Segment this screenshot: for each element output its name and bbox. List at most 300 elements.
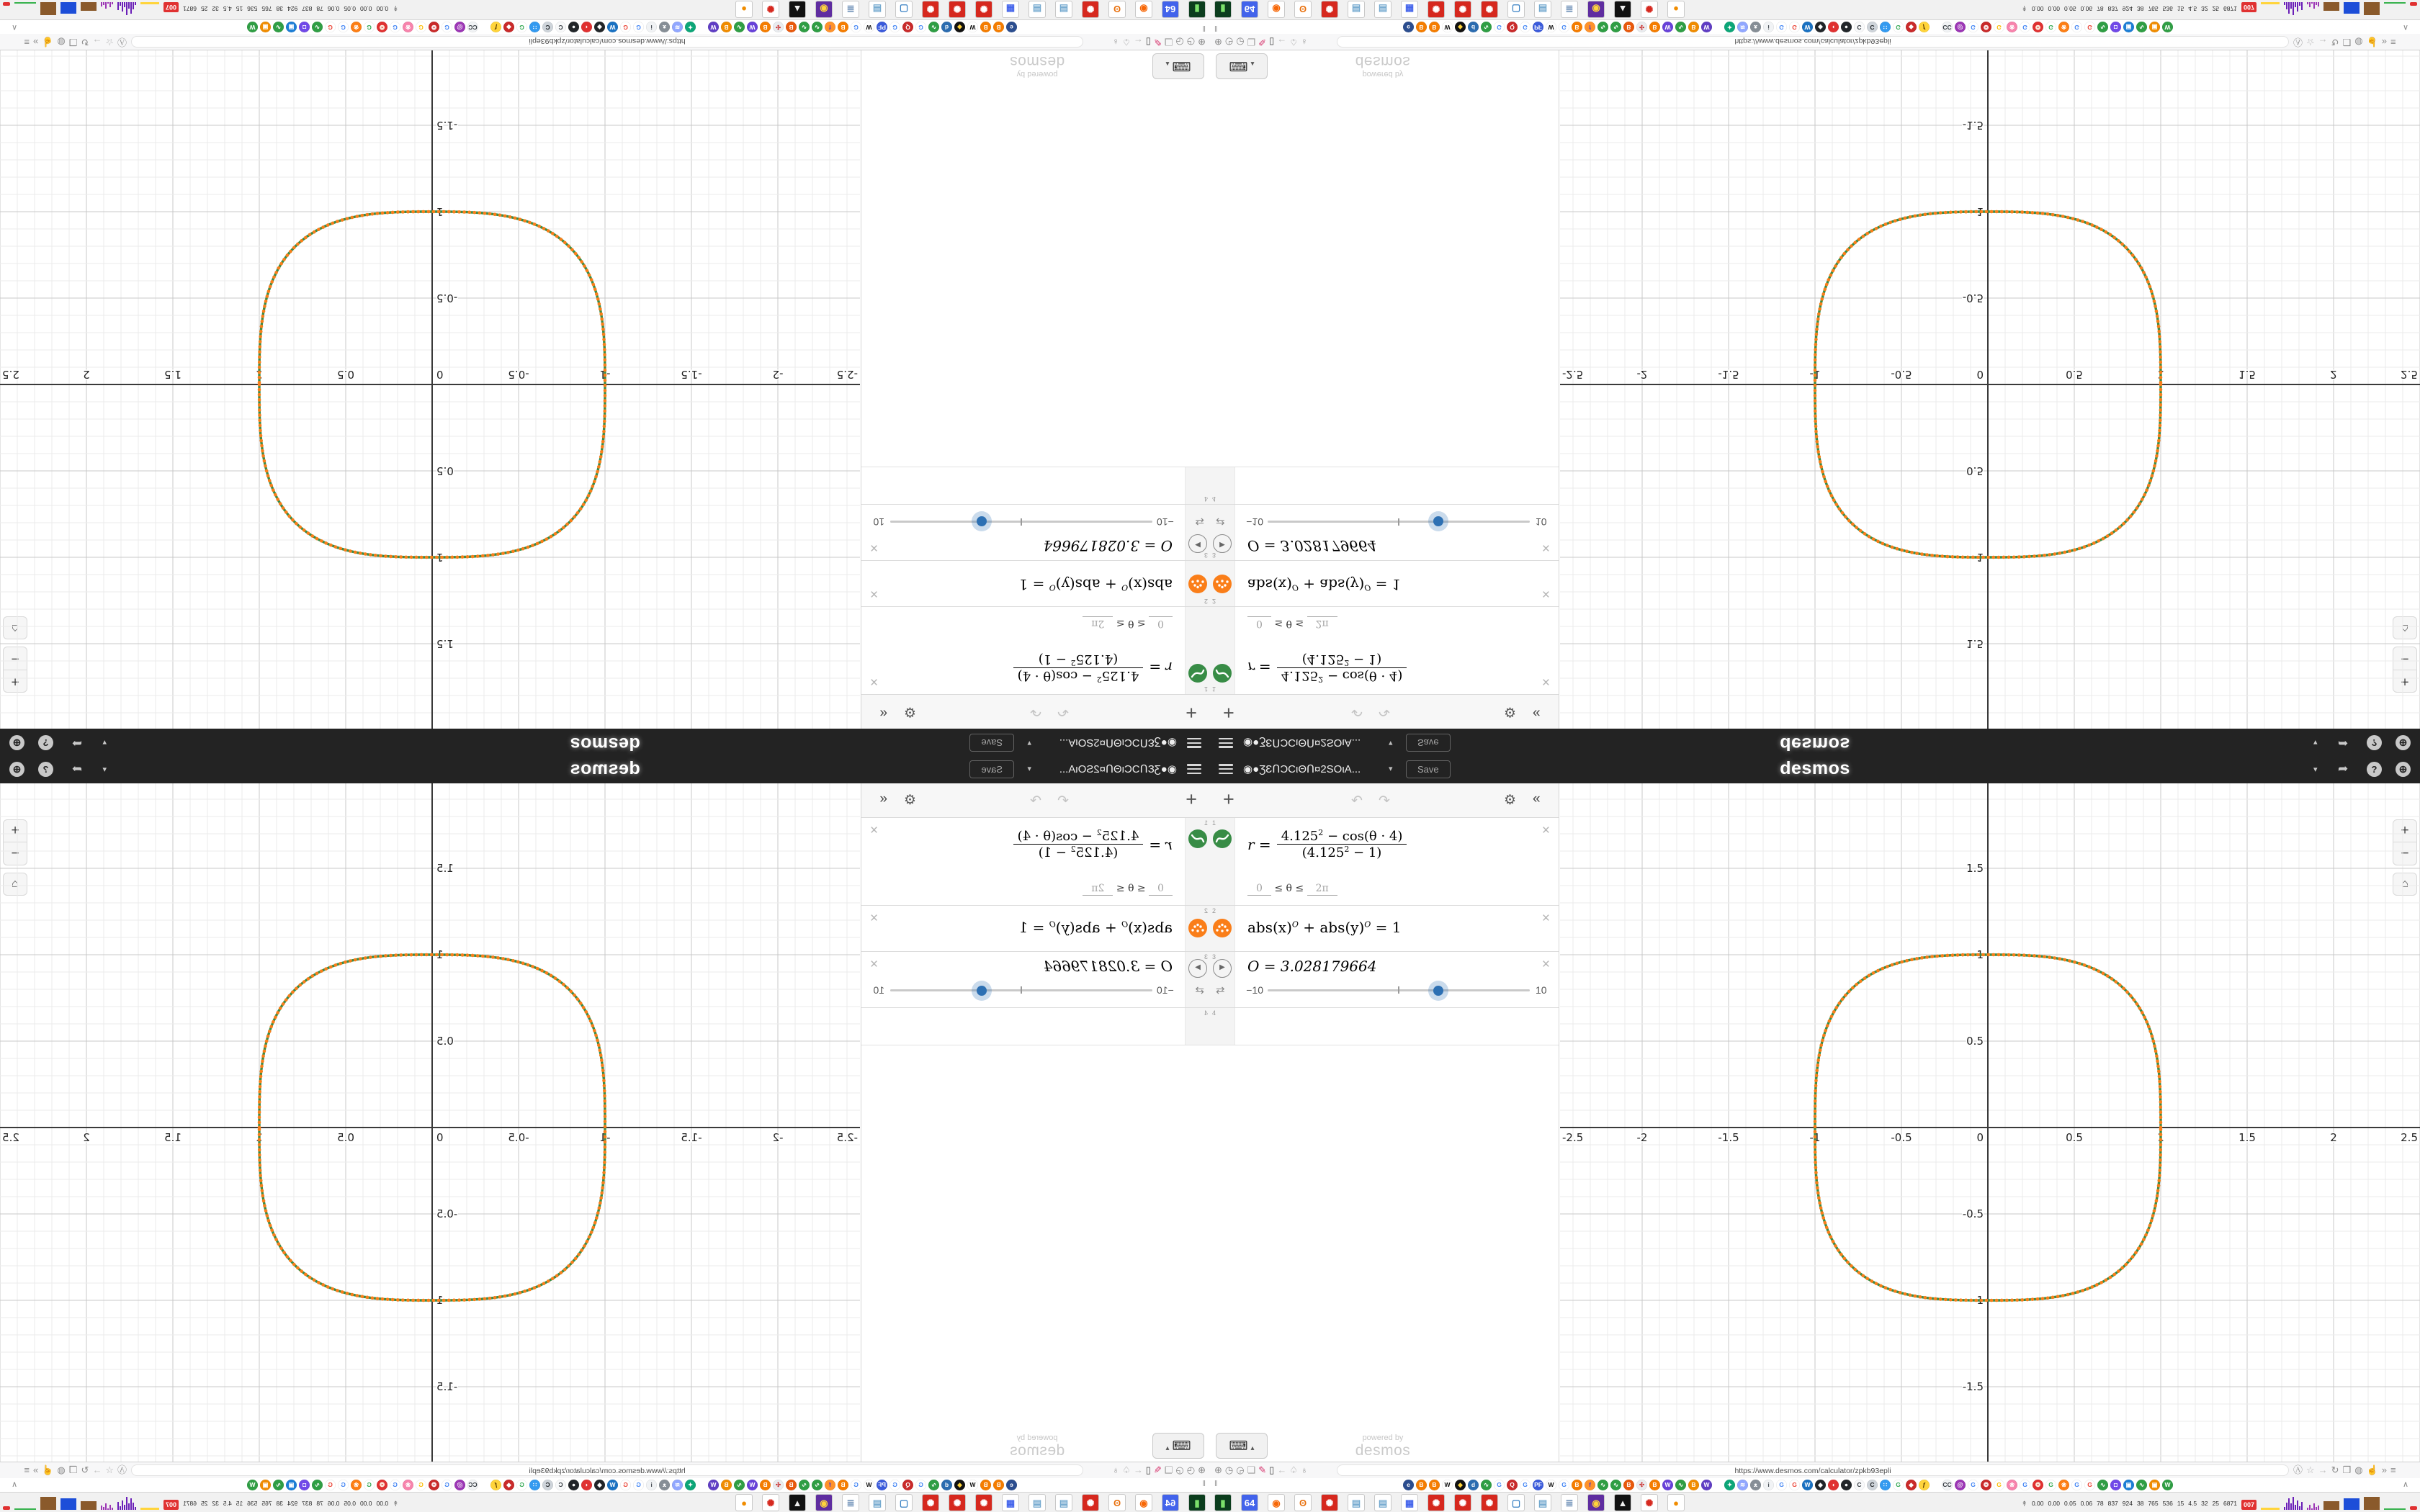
bookmark-favicon[interactable]: G	[325, 1480, 336, 1490]
bookmark-favicon[interactable]: ∿	[799, 1480, 810, 1490]
bookmark-favicon[interactable]: @	[454, 22, 465, 32]
bookmark-favicon[interactable]: ◆	[594, 1480, 605, 1490]
reload-icon[interactable]: ↻	[81, 37, 89, 48]
default-zoom-button[interactable]: ⌂	[2393, 873, 2417, 896]
bookmark-favicon[interactable]: B	[1416, 22, 1427, 32]
bookmark-favicon[interactable]: C	[1854, 22, 1865, 32]
collapse-panel-button[interactable]: «	[1528, 791, 1545, 808]
polar-curve-style-icon[interactable]	[1213, 664, 1232, 683]
bookmarks-overflow-icon[interactable]: ∧	[2402, 1480, 2408, 1489]
bookmark-favicon[interactable]: B	[721, 1480, 732, 1490]
bookmark-favicon[interactable]: ∿	[799, 22, 810, 32]
bookmark-favicon[interactable]: ✦	[685, 22, 696, 32]
bookmark-favicon[interactable]: G	[516, 1480, 527, 1490]
account-caret-icon[interactable]: ▾	[102, 765, 107, 774]
bookmark-favicon[interactable]: ❀	[351, 1480, 362, 1490]
bookmark-favicon[interactable]: ◆	[954, 1480, 965, 1490]
bookmark-favicon[interactable]: G	[1520, 22, 1531, 32]
bookmark-favicon[interactable]: e	[1006, 22, 1017, 32]
bookmarks-overflow-icon[interactable]: ∧	[12, 23, 18, 32]
add-expression-button[interactable]: +	[1181, 701, 1201, 724]
translate-icon[interactable]: Ⓐ	[2293, 1464, 2303, 1475]
monitor-collapse-icon[interactable]: ↟	[393, 4, 399, 12]
graph-title[interactable]: ◉●ƷƐՈƆCιΘՈ¤2SOιA...	[1243, 763, 1361, 775]
expression-row-1[interactable]	[1210, 818, 1559, 906]
delete-expression-icon[interactable]: ×	[870, 957, 879, 972]
reload-icon[interactable]: ↻	[2331, 1464, 2339, 1475]
bookmark-favicon[interactable]: ∿	[928, 1480, 939, 1490]
bookmark-favicon[interactable]: W	[864, 22, 874, 32]
bookmark-favicon[interactable]: ᴥ	[659, 22, 670, 32]
domain-upper[interactable]: 2π	[1307, 883, 1337, 896]
slider-variable-value[interactable]: O = 3.028179664	[1043, 958, 1173, 975]
taskbar-app-icon[interactable]: ▢	[1507, 1, 1525, 18]
bookmarks-drag-handle[interactable]: ‖	[1214, 24, 1218, 32]
bookmark-favicon[interactable]: ❂	[429, 22, 439, 32]
overflow-icon[interactable]: »	[2381, 37, 2387, 48]
bookmark-favicon[interactable]: ●	[568, 22, 579, 32]
bookmark-favicon[interactable]: ∿	[2097, 1480, 2108, 1490]
bookmark-favicon[interactable]: B	[1623, 1480, 1634, 1490]
bookmark-favicon[interactable]: B	[1688, 22, 1699, 32]
taskbar-app-icon[interactable]: 64	[1241, 1494, 1258, 1511]
taskbar-app-icon[interactable]: ✺	[1454, 1, 1471, 18]
help-icon[interactable]: ?	[38, 735, 53, 750]
graph-paper[interactable]	[0, 783, 860, 1462]
bookmark-favicon[interactable]: @	[1955, 1480, 1966, 1490]
monitor-collapse-icon[interactable]: ↟	[2021, 4, 2027, 12]
taskbar-app-icon[interactable]: ✺	[1641, 1494, 1658, 1511]
taskbar-app-icon[interactable]: ▦	[1002, 1, 1019, 18]
main-menu-icon[interactable]	[1187, 737, 1201, 748]
expression-latex[interactable]	[1247, 652, 1407, 684]
graph-title[interactable]: ◉●ƷƐՈƆCιΘՈ¤2SOιA...	[1059, 763, 1177, 775]
bookmark-favicon[interactable]: G	[620, 22, 631, 32]
bookmark-favicon[interactable]: G	[851, 22, 861, 32]
extension-icon[interactable]: ☝	[42, 1464, 54, 1475]
taskbar-app-icon[interactable]: ▮	[1214, 1, 1232, 18]
menu-icon[interactable]: ≡	[2390, 37, 2396, 48]
bookmark-favicon[interactable]: f	[825, 1480, 835, 1490]
bookmark-favicon[interactable]: B	[721, 22, 732, 32]
bookmark-favicon[interactable]: CC	[467, 22, 478, 32]
taskbar-app-icon[interactable]: ✺	[762, 1494, 779, 1511]
zoom-in-button[interactable]: +	[2393, 670, 2417, 693]
zoom-out-button[interactable]: −	[2393, 842, 2417, 865]
back-icon[interactable]: ←	[1277, 37, 1287, 48]
monitor-collapse-icon[interactable]: ↟	[2021, 1500, 2027, 1508]
expression-row-3[interactable]	[1210, 504, 1559, 560]
slider-handle[interactable]	[977, 516, 987, 526]
taskbar-app-icon[interactable]: ✺	[762, 1, 779, 18]
taskbar-app-icon[interactable]: ✺	[1481, 1494, 1498, 1511]
bookmark-favicon[interactable]: i	[1763, 22, 1774, 32]
taskbar-app-icon[interactable]: ʘ	[1108, 1494, 1126, 1511]
theta-domain[interactable]	[1247, 883, 1337, 894]
expression-row-3[interactable]	[861, 504, 1210, 560]
bookmark-favicon[interactable]: W	[247, 22, 258, 32]
bookmark-favicon[interactable]: G	[633, 1480, 644, 1490]
bookmark-favicon[interactable]: f	[1585, 22, 1595, 32]
forward-icon[interactable]: →	[92, 37, 102, 48]
bookmark-favicon[interactable]: ❀	[2007, 22, 2017, 32]
taskbar-app-icon[interactable]: ◉	[815, 1, 833, 18]
bookmark-favicon[interactable]: G	[390, 1480, 400, 1490]
undo-button[interactable]: ↶	[1347, 702, 1367, 720]
bookmark-favicon[interactable]: B	[1688, 1480, 1699, 1490]
bookmark-favicon[interactable]: G	[1494, 1480, 1505, 1490]
bookmark-favicon[interactable]: B	[760, 22, 771, 32]
bookmark-favicon[interactable]: ◆	[1815, 1480, 1826, 1490]
bookmark-favicon[interactable]: B	[1429, 22, 1440, 32]
taskbar-app-icon[interactable]: ▦	[1401, 1494, 1418, 1511]
bookmark-favicon[interactable]: G	[390, 22, 400, 32]
bookmark-favicon[interactable]: G	[1893, 22, 1904, 32]
expression-row-3[interactable]	[1210, 952, 1559, 1008]
bookmark-favicon[interactable]: ◆	[1815, 22, 1826, 32]
taskbar-app-icon[interactable]: ✺	[949, 1, 966, 18]
bookmark-favicon[interactable]: ❀	[403, 22, 413, 32]
bookmark-favicon[interactable]: G	[633, 22, 644, 32]
bookmark-favicon[interactable]: @	[1955, 22, 1966, 32]
redo-button[interactable]: ↷	[1026, 702, 1046, 720]
zoom-in-button[interactable]: +	[2393, 819, 2417, 842]
bookmark-favicon[interactable]: d	[1468, 1480, 1479, 1490]
lock-icon[interactable]: ♁	[1300, 1464, 1308, 1475]
delete-expression-icon[interactable]: ×	[1541, 911, 1550, 926]
bookmark-favicon[interactable]: ▣	[260, 22, 271, 32]
expression-row-2[interactable]	[1210, 560, 1559, 606]
domain-lower[interactable]: 0	[1149, 616, 1173, 629]
row-gutter[interactable]	[1210, 1008, 1235, 1045]
translate-icon[interactable]: Ⓐ	[117, 37, 127, 48]
taskbar-app-icon[interactable]: ✺	[1082, 1494, 1099, 1511]
bookmark-favicon[interactable]: C	[1867, 22, 1878, 32]
url-bar[interactable]: https://www.desmos.com/calculator/zpkb93epli	[131, 36, 1083, 48]
monitor-collapse-icon[interactable]: ↟	[393, 1500, 399, 1508]
delete-expression-icon[interactable]: ×	[1541, 586, 1550, 601]
bookmark-favicon[interactable]: B	[838, 22, 848, 32]
gauge-icon[interactable]: ◷	[1186, 37, 1196, 48]
bookmark-favicon[interactable]: ∿	[812, 22, 823, 32]
help-icon[interactable]: ?	[2367, 735, 2382, 750]
dotted-curve-style-icon[interactable]	[1188, 575, 1207, 593]
taskbar-app-icon[interactable]: 64	[1241, 1, 1258, 18]
bookmark-favicon[interactable]: ∿	[734, 22, 745, 32]
bookmark-favicon[interactable]: ∿	[1610, 1480, 1621, 1490]
bookmark-favicon[interactable]: ◆	[1455, 22, 1466, 32]
shield-icon[interactable]: ♤	[1122, 37, 1131, 48]
bookmark-favicon[interactable]: ∿	[273, 22, 284, 32]
taskbar-app-icon[interactable]: ▮	[1214, 1494, 1232, 1511]
taskbar-app-icon[interactable]: ✺	[975, 1494, 992, 1511]
bookmark-favicon[interactable]: ∿	[1481, 1480, 1492, 1490]
title-caret-icon[interactable]: ▾	[1027, 739, 1031, 747]
slider-variable-value[interactable]: O = 3.028179664	[1043, 537, 1173, 554]
bookmark-favicon[interactable]: C	[555, 22, 566, 32]
bookmark-favicon[interactable]: B	[1572, 22, 1582, 32]
bookmark-favicon[interactable]: ᴥ	[1750, 22, 1761, 32]
folder-icon[interactable]: ❏	[1164, 1464, 1173, 1475]
bookmark-favicon[interactable]: ƒ	[490, 22, 501, 32]
star-icon[interactable]: ☆	[2306, 1464, 2315, 1475]
bookmark-favicon[interactable]: i	[646, 1480, 657, 1490]
bookmark-favicon[interactable]: G	[442, 1480, 452, 1490]
bookmark-favicon[interactable]: d	[941, 1480, 952, 1490]
taskbar-app-icon[interactable]: ▦	[1401, 1, 1418, 18]
taskbar-app-icon[interactable]: ✺	[1428, 1494, 1445, 1511]
star-icon[interactable]: ☆	[105, 1464, 114, 1475]
bookmark-favicon[interactable]: ≋	[672, 1480, 683, 1490]
save-button[interactable]: Save	[969, 760, 1014, 778]
add-expression-button[interactable]: +	[1219, 701, 1239, 724]
taskbar-app-icon[interactable]: ✺	[922, 1494, 939, 1511]
expression-row-4-empty[interactable]	[1210, 1008, 1559, 1045]
bookmark-favicon[interactable]: ∿	[1597, 1480, 1608, 1490]
bookmark-favicon[interactable]: ▣	[2149, 22, 2160, 32]
translate-icon[interactable]: Ⓐ	[2293, 37, 2303, 48]
add-expression-button[interactable]: +	[1219, 788, 1239, 811]
bookmark-favicon[interactable]: C	[1867, 1480, 1878, 1490]
main-menu-icon[interactable]	[1219, 764, 1233, 775]
lock-icon[interactable]: ♁	[1112, 1464, 1120, 1475]
expression-row-1[interactable]	[861, 818, 1210, 906]
expression-latex[interactable]	[1247, 919, 1402, 936]
folder-icon[interactable]: ❏	[1164, 37, 1173, 48]
taskbar-app-icon[interactable]: ◉	[1587, 1, 1605, 18]
bookmark-favicon[interactable]: ∷	[529, 1480, 540, 1490]
dotted-curve-style-icon[interactable]	[1213, 919, 1232, 937]
globe-icon[interactable]: ⊕	[1198, 1464, 1206, 1475]
bookmark-favicon[interactable]: ◆	[503, 22, 514, 32]
redo-button[interactable]: ↷	[1026, 792, 1046, 810]
bookmark-favicon[interactable]: f	[825, 22, 835, 32]
row-gutter[interactable]	[1185, 561, 1210, 606]
expression-row-4-empty[interactable]	[1210, 467, 1559, 504]
bookmark-favicon[interactable]: G	[442, 22, 452, 32]
slider-handle[interactable]	[1433, 986, 1443, 996]
bookmark-favicon[interactable]: W	[1662, 22, 1673, 32]
bookmark-favicon[interactable]: ᴥ	[659, 1480, 670, 1490]
bookmark-favicon[interactable]: G	[416, 1480, 426, 1490]
taskbar-app-icon[interactable]: ʘ	[1294, 1, 1312, 18]
bookmark-favicon[interactable]: e	[1006, 1480, 1017, 1490]
pin-icon[interactable]: ✎	[1258, 1464, 1267, 1475]
slider-max-label[interactable]: 10	[1536, 516, 1547, 528]
reload-icon[interactable]: ↻	[81, 1464, 89, 1475]
taskbar-app-icon[interactable]: ✺	[1641, 1, 1658, 18]
bookmark-favicon[interactable]: G	[1494, 22, 1505, 32]
folder-icon[interactable]: ❏	[1247, 37, 1256, 48]
bookmark-favicon[interactable]: B	[838, 1480, 848, 1490]
expression-latex[interactable]	[1013, 652, 1173, 684]
graph-canvas[interactable]	[0, 50, 860, 729]
bookmark-favicon[interactable]: W	[1701, 1480, 1712, 1490]
bookmark-favicon[interactable]: ≋	[672, 22, 683, 32]
save-button[interactable]: Save	[969, 734, 1014, 752]
bookmark-favicon[interactable]: G	[1994, 1480, 2004, 1490]
expression-latex[interactable]	[1018, 576, 1173, 593]
bookmark-favicon[interactable]: W	[747, 1480, 758, 1490]
bookmark-favicon[interactable]: G	[620, 1480, 631, 1490]
collapse-panel-button[interactable]: «	[875, 704, 892, 721]
slider-max-label[interactable]: 10	[873, 984, 884, 996]
trash-icon[interactable]: ▯	[1145, 1464, 1151, 1475]
bookmark-favicon[interactable]: PF	[1533, 22, 1543, 32]
bookmark-favicon[interactable]: ❀	[403, 1480, 413, 1490]
forward-icon[interactable]: →	[2318, 37, 2328, 48]
forward-icon[interactable]: →	[92, 1464, 102, 1475]
zoom-in-button[interactable]: +	[3, 819, 27, 842]
main-menu-icon[interactable]	[1219, 737, 1233, 748]
bookmark-favicon[interactable]: G	[416, 22, 426, 32]
shield-icon[interactable]: ♤	[1289, 1464, 1298, 1475]
globe-icon[interactable]: ⊕	[1198, 37, 1206, 48]
bookmark-favicon[interactable]: ❂	[2033, 22, 2043, 32]
bookmark-favicon[interactable]: ∿	[2136, 22, 2147, 32]
bookmark-favicon[interactable]: ◆	[1906, 1480, 1917, 1490]
folder-icon[interactable]: ❏	[1247, 1464, 1256, 1475]
url-bar[interactable]: https://www.desmos.com/calculator/zpkb93epli	[131, 1464, 1083, 1476]
zoom-out-button[interactable]: −	[3, 842, 27, 865]
bookmark-favicon[interactable]: B	[980, 22, 991, 32]
shield-icon[interactable]: ♤	[1289, 37, 1298, 48]
domain-lower[interactable]: 0	[1149, 883, 1173, 896]
bookmark-favicon[interactable]: C	[542, 22, 553, 32]
bookmark-favicon[interactable]: B	[993, 1480, 1004, 1490]
menu-icon[interactable]: ≡	[24, 37, 30, 48]
taskbar-app-icon[interactable]: ▤	[1028, 1494, 1046, 1511]
bookmark-favicon[interactable]: ∿	[734, 1480, 745, 1490]
domain-upper[interactable]: 2π	[1307, 616, 1337, 629]
bookmark-favicon[interactable]: W	[1546, 22, 1556, 32]
collapse-panel-button[interactable]: «	[1528, 704, 1545, 721]
bookmark-favicon[interactable]: ◘	[299, 1480, 310, 1490]
taskbar-app-icon[interactable]: ✺	[1321, 1, 1338, 18]
redo-button[interactable]: ↷	[1374, 702, 1394, 720]
bookmark-favicon[interactable]: CC	[1942, 22, 1953, 32]
bookmark-favicon[interactable]: ●	[1841, 1480, 1852, 1490]
graph-paper[interactable]	[1560, 783, 2420, 1462]
bookmark-favicon[interactable]: G	[325, 22, 336, 32]
bookmark-favicon[interactable]: G	[1520, 1480, 1531, 1490]
bookmark-favicon[interactable]: C	[542, 1480, 553, 1490]
bookmark-favicon[interactable]: B	[1416, 1480, 1427, 1490]
bookmark-favicon[interactable]: ✣	[773, 22, 784, 32]
save-button[interactable]: Save	[1406, 760, 1451, 778]
row-gutter[interactable]	[1210, 467, 1235, 504]
bookmark-favicon[interactable]: ●	[1841, 22, 1852, 32]
bookmark-favicon[interactable]: ◖	[581, 1480, 592, 1490]
bookmark-favicon[interactable]: d	[1468, 22, 1479, 32]
bookmark-favicon[interactable]: W	[247, 1480, 258, 1490]
expression-row-2[interactable]	[861, 906, 1210, 952]
bookmark-favicon[interactable]: Q	[902, 1480, 913, 1490]
taskbar-app-icon[interactable]: ▢	[1507, 1494, 1525, 1511]
bookmark-favicon[interactable]: B	[993, 22, 1004, 32]
taskbar-app-icon[interactable]: ◉	[815, 1494, 833, 1511]
taskbar-app-icon[interactable]: ≣	[1561, 1, 1578, 18]
bookmark-favicon[interactable]: G	[516, 22, 527, 32]
lock-icon[interactable]: ♁	[1300, 37, 1308, 48]
redo-button[interactable]: ↷	[1374, 792, 1394, 810]
delete-expression-icon[interactable]: ×	[870, 586, 879, 601]
keyboard-toggle-button[interactable]: ⌨ ▴	[1216, 53, 1268, 79]
play-slider-icon[interactable]: ▶	[1213, 534, 1232, 553]
bookmark-favicon[interactable]: ▣	[2123, 22, 2134, 32]
graph-settings-button[interactable]: ⚙	[900, 791, 920, 809]
taskbar-app-icon[interactable]: ▤	[1348, 1, 1365, 18]
bookmark-favicon[interactable]: ◘	[2110, 22, 2121, 32]
bookmark-favicon[interactable]: W	[1546, 1480, 1556, 1490]
taskbar-app-icon[interactable]: ●	[1667, 1494, 1685, 1511]
bookmarks-drag-handle[interactable]: ‖	[1214, 1480, 1218, 1488]
taskbar-app-icon[interactable]: ●	[735, 1494, 753, 1511]
help-icon[interactable]: ?	[38, 762, 53, 777]
bookmark-favicon[interactable]: ▣	[286, 22, 297, 32]
pin-icon[interactable]: ✎	[1153, 37, 1162, 48]
taskbar-app-icon[interactable]: ≣	[1561, 1494, 1578, 1511]
loop-mode-icon[interactable]: ⇄	[1216, 984, 1225, 996]
taskbar-app-icon[interactable]: ▤	[1055, 1494, 1072, 1511]
bookmark-favicon[interactable]: G	[1893, 1480, 1904, 1490]
expression-row-1[interactable]	[1210, 606, 1559, 694]
bookmark-favicon[interactable]: ∿	[312, 22, 323, 32]
bookmark-favicon[interactable]: W	[1802, 1480, 1813, 1490]
row-gutter[interactable]	[1185, 818, 1210, 905]
slider-min-label[interactable]: −10	[1246, 516, 1263, 528]
bookmark-favicon[interactable]: ∿	[312, 1480, 323, 1490]
undo-button[interactable]: ↶	[1053, 702, 1073, 720]
bookmark-favicon[interactable]: i	[646, 22, 657, 32]
menu-icon[interactable]: ≡	[2390, 1464, 2396, 1475]
bookmark-favicon[interactable]: ∷	[1880, 22, 1891, 32]
bookmark-favicon[interactable]: ✦	[685, 1480, 696, 1490]
bookmark-favicon[interactable]: C	[555, 1480, 566, 1490]
bookmark-favicon[interactable]: G	[364, 1480, 375, 1490]
slider-max-label[interactable]: 10	[1536, 984, 1547, 996]
gauge-icon[interactable]: ◷	[1186, 1464, 1196, 1475]
loop-mode-icon[interactable]: ⇄	[1195, 516, 1204, 528]
bookmark-favicon[interactable]: W	[1442, 1480, 1453, 1490]
bookmark-favicon[interactable]: ◆	[594, 22, 605, 32]
bookmark-favicon[interactable]: G	[889, 22, 900, 32]
expression-latex[interactable]	[1018, 919, 1173, 936]
bookmark-favicon[interactable]: ∿	[928, 22, 939, 32]
bookmark-favicon[interactable]: ❂	[429, 1480, 439, 1490]
bookmark-favicon[interactable]: G	[2020, 1480, 2030, 1490]
bookmark-favicon[interactable]: B	[1623, 22, 1634, 32]
bookmark-favicon[interactable]: B	[760, 1480, 771, 1490]
graph-canvas[interactable]	[1560, 50, 2420, 729]
clipboard-icon[interactable]: ❒	[2342, 1464, 2352, 1475]
graph-canvas[interactable]	[0, 783, 860, 1462]
bookmark-favicon[interactable]: ≋	[1737, 22, 1748, 32]
graph-title[interactable]: ◉●ƷƐՈƆCιΘՈ¤2SOιA...	[1059, 737, 1177, 749]
bookmark-favicon[interactable]: d	[941, 22, 952, 32]
bookmark-favicon[interactable]: W	[1662, 1480, 1673, 1490]
expression-latex[interactable]	[1013, 828, 1173, 860]
slider-variable-value[interactable]: O = 3.028179664	[1247, 958, 1377, 975]
delete-expression-icon[interactable]: ×	[1541, 540, 1550, 555]
bookmark-favicon[interactable]: PF	[877, 1480, 887, 1490]
back-icon[interactable]: ←	[1133, 1464, 1143, 1475]
domain-lower[interactable]: 0	[1247, 616, 1271, 629]
bookmark-favicon[interactable]: ▣	[286, 1480, 297, 1490]
taskbar-app-icon[interactable]: ●	[735, 1, 753, 18]
theta-domain[interactable]	[1247, 618, 1337, 629]
globe-icon[interactable]: ⊕	[1214, 1464, 1222, 1475]
